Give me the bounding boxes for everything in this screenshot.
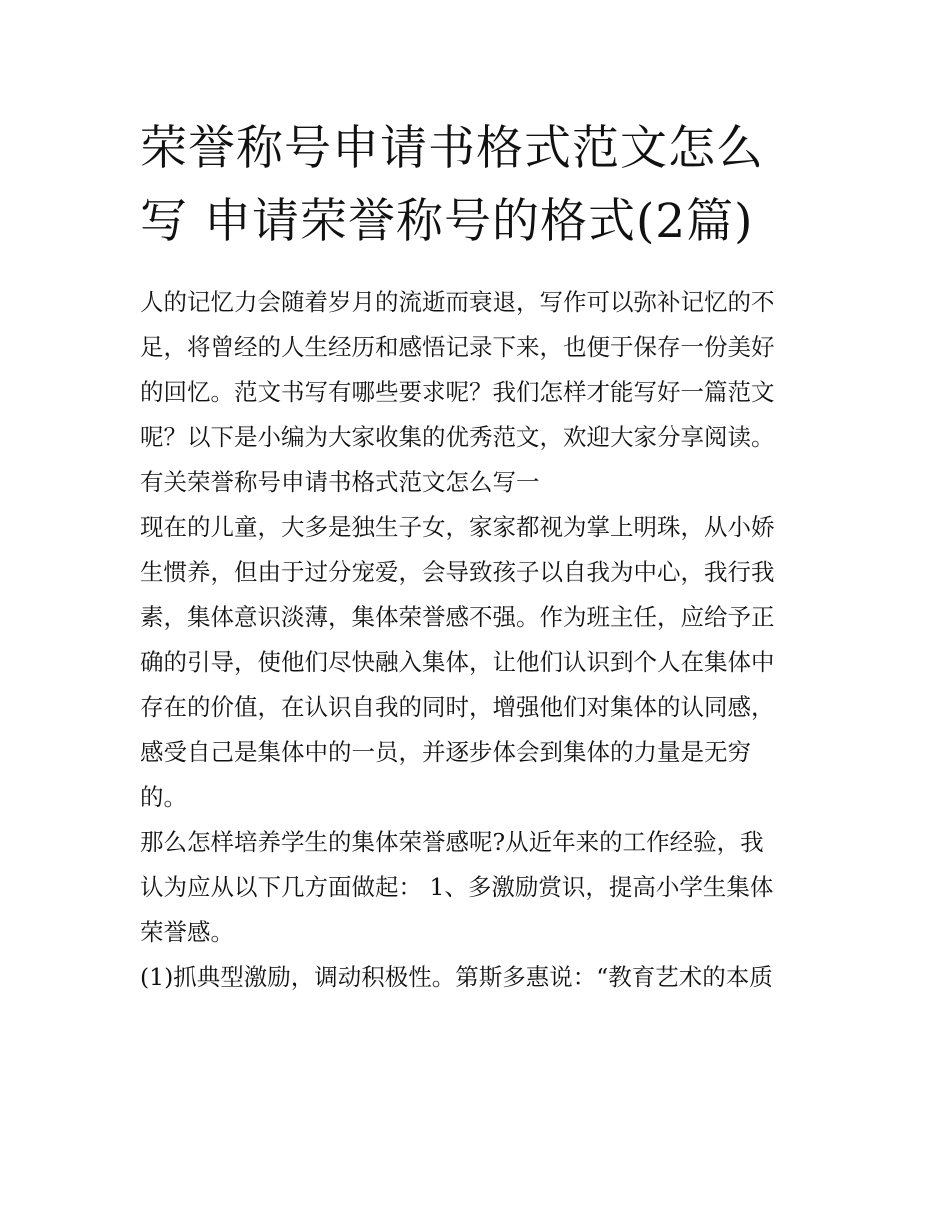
text-line: 的回忆。范文书写有哪些要求呢？我们怎样才能写好一篇范文 [140,378,775,406]
text-line: 荣誉感。 [140,918,234,946]
paragraph-1 [140,505,820,820]
title-line: 荣誉称号申请书格式范文怎么 [140,121,764,176]
document-title [140,112,820,258]
text-line: 认为应从以下几方面做起： 1、多激励赏识，提高小学生集体 [140,873,774,901]
text-line: 的。 [140,783,187,811]
paragraph-2 [140,820,820,955]
text-line: 素，集体意识淡薄，集体荣誉感不强。作为班主任，应给予正 [140,603,775,631]
title-line: 写 申请荣誉称号的格式(2篇) [140,194,754,249]
document-body [140,280,820,1000]
text-line: 呢？以下是小编为大家收集的优秀范文，欢迎大家分享阅读。 [140,423,775,451]
text-line: 存在的价值，在认识自我的同时，增强他们对集体的认同感， [140,693,775,721]
text-line: 感受自己是集体中的一员，并逐步体会到集体的力量是无穷 [140,738,751,766]
text-line: 现在的儿童，大多是独生子女，家家都视为掌上明珠，从小娇 [140,513,775,541]
text-line: 足，将曾经的人生经历和感悟记录下来，也便于保存一份美好 [140,333,775,361]
text-line: 那么怎样培养学生的集体荣誉感呢?从近年来的工作经验，我 [140,828,764,856]
intro-paragraph [140,280,820,460]
text-line: 生惯养，但由于过分宠爱，会导致孩子以自我为中心，我行我 [140,558,775,586]
text-line: 人的记忆力会随着岁月的流逝而衰退，写作可以弥补记忆的不 [140,288,775,316]
paragraph-3 [140,955,820,1000]
section-heading: 有关荣誉称号申请书格式范文怎么写一 [140,468,540,496]
text-line: 确的引导，使他们尽快融入集体，让他们认识到个人在集体中 [140,648,775,676]
text-line: (1)抓典型激励，调动积极性。第斯多惠说：“教育艺术的本质 [140,963,773,991]
